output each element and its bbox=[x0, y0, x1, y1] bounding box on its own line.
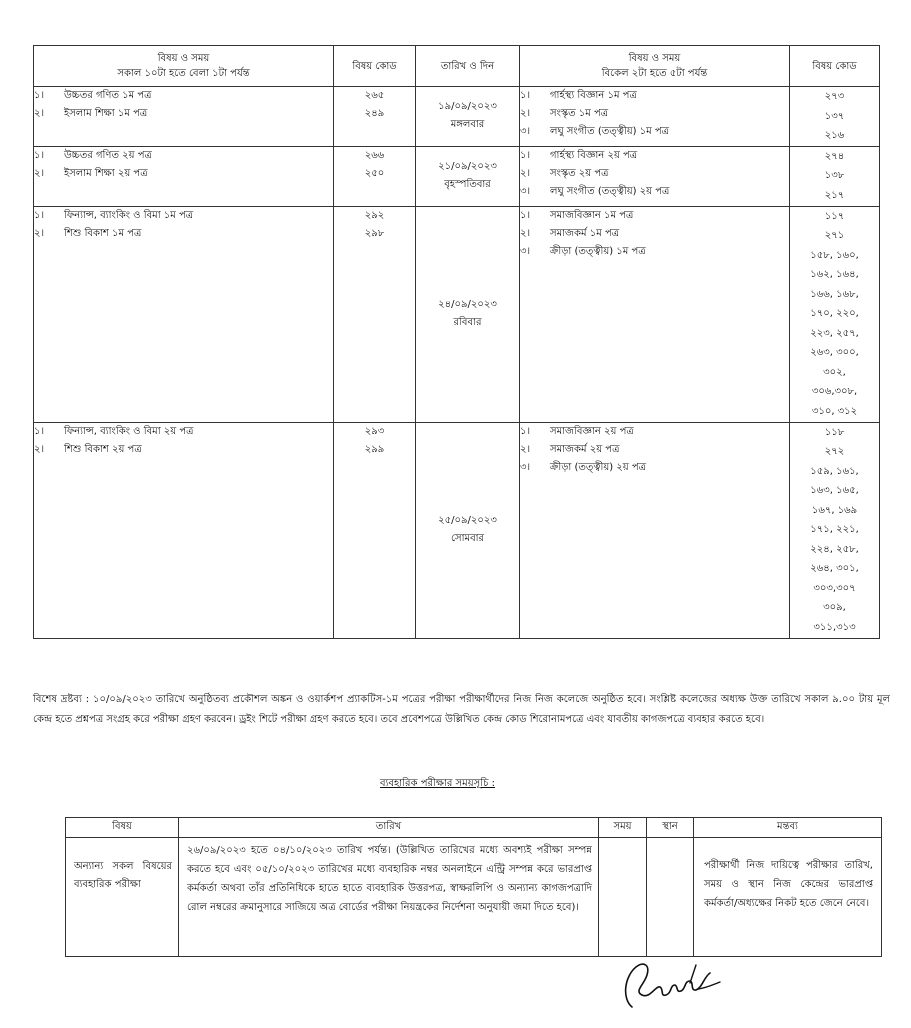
subject-name: ক্রীড়া (তত্ত্বীয়) ১ম পত্র bbox=[550, 245, 646, 257]
serial-number: ২। bbox=[520, 227, 531, 239]
subject-code: ১৩৭ bbox=[824, 110, 845, 122]
practical-remarks-header: মন্তব্য bbox=[694, 818, 882, 838]
subject-name: ফিন্যান্স, ব্যাংকিং ও বিমা ১ম পত্র bbox=[64, 209, 194, 221]
practical-exam-table bbox=[65, 817, 882, 957]
subject-code: ১৭১, ২২১, bbox=[810, 524, 859, 535]
list-item bbox=[520, 459, 789, 477]
serial-number: ২। bbox=[34, 443, 45, 455]
evening-subjects bbox=[520, 422, 790, 638]
subject-code: ২২৩, ২৫৭, bbox=[810, 327, 859, 339]
subject-code: ২১৭ bbox=[824, 189, 845, 201]
serial-number: ৩। bbox=[520, 461, 531, 473]
list-item bbox=[34, 87, 333, 105]
subject-name: সমাজবিজ্ঞান ১ম পত্র bbox=[550, 209, 634, 221]
serial-number: ৩। bbox=[520, 245, 531, 257]
practical-date-header: তারিখ bbox=[179, 818, 599, 838]
serial-number: ১। bbox=[520, 209, 531, 221]
date-cell bbox=[416, 206, 520, 422]
routine-header-row bbox=[34, 46, 880, 87]
serial-number: ১। bbox=[34, 209, 45, 221]
subject-code: ২৭২ bbox=[824, 446, 845, 457]
list-item bbox=[34, 225, 333, 243]
practical-time bbox=[599, 838, 647, 957]
practical-exam-title: ব্যবহারিক পরীক্ষার সময়সূচি : bbox=[380, 778, 496, 789]
serial-number: ১। bbox=[34, 90, 45, 101]
practical-place bbox=[647, 838, 694, 957]
morning-codes bbox=[334, 146, 416, 206]
subject-code: ১৬৩, ১৬৫, bbox=[810, 485, 859, 496]
subject-code: ২৭৩ bbox=[824, 91, 845, 102]
subject-name: লঘু সংগীত (তত্ত্বীয়) ২য় পত্র bbox=[550, 185, 670, 197]
subject-code: ২৯৩ bbox=[364, 425, 385, 437]
subject-name: উচ্চতর গণিত ২য় পত্র bbox=[64, 149, 152, 161]
date-cell bbox=[416, 87, 520, 147]
subject-code: ১১৭ bbox=[824, 210, 845, 222]
subject-code: ১৩৮ bbox=[824, 170, 845, 181]
serial-number: ২। bbox=[520, 167, 531, 179]
subject-code: ২৬৬ bbox=[364, 149, 385, 161]
practical-time-header: সময় bbox=[599, 818, 647, 838]
subject-name: ইসলাম শিক্ষা ১ম পত্র bbox=[64, 108, 148, 119]
subject-name: সংস্কৃত ১ম পত্র bbox=[550, 108, 609, 119]
subject-code: ১৫৯, ১৬১, bbox=[810, 465, 859, 477]
subject-code-header: বিষয় কোড bbox=[334, 46, 416, 87]
practical-subject-header: বিষয় bbox=[66, 818, 179, 838]
evening-header bbox=[520, 46, 790, 87]
exam-date: ২৪/০৯/২০২৩ bbox=[438, 299, 497, 310]
practical-subject: অন্যান্য সকল বিষয়ের ব্যবহারিক পরীক্ষা bbox=[66, 838, 179, 957]
exam-day: সোমবার bbox=[450, 533, 485, 544]
table-row bbox=[34, 422, 880, 638]
evening-subjects bbox=[520, 87, 790, 147]
serial-number: ২। bbox=[34, 167, 45, 179]
list-item bbox=[34, 105, 333, 123]
subject-code: ১৬২, ১৬৪, bbox=[810, 269, 859, 280]
list-item bbox=[520, 105, 789, 123]
practical-header-row bbox=[66, 818, 882, 838]
list-item bbox=[520, 87, 789, 105]
list-item bbox=[34, 441, 333, 459]
subject-code: ৩০৩,৩০৭ bbox=[813, 582, 856, 594]
subject-code: ১১৮ bbox=[824, 426, 845, 438]
exam-date: ১৯/০৯/২০২৩ bbox=[438, 101, 497, 113]
subject-code: ১৬৭, ১৬৯ bbox=[811, 504, 858, 516]
subject-name: লঘু সংগীত (তত্ত্বীয়) ১ম পত্র bbox=[550, 126, 670, 137]
morning-header-title: বিষয় ও সময় bbox=[157, 53, 210, 64]
list-item bbox=[34, 147, 333, 165]
subject-code: ২৬৩, ৩০০, bbox=[810, 347, 859, 358]
special-note: বিশেষ দ্রষ্টব্য : ১০/০৯/২০২৩ তারিখে অনুষ্ঠিতব্য প্রকৌশল অঙ্কন ও ওয়ার্কশপ প্র্যাকটিস-১ম পত্রের পরীক্ষা পরীক্ষার্থীদের নিজ নিজ কলেজে অনুষ্ঠিত হবে। সংশ্লিষ্ট কলেজের অধ্যক্ষ উক্ত তারিখে সকাল ৯.০০ টায় মূল কেন্দ্র হতে প্রশ্নপত্র সংগ্রহ করে পরীক্ষা গ্রহণ করবেন। ড্রইং শিটে পরীক্ষা গ্রহণ করতে হবে। তবে প্রবেশপত্রে উল্লিখিত কেন্দ্র কোড শিরোনামপত্রে এবং যাবতীয় কাগজপত্রে ব্যবহার করতে হবে। bbox=[33, 694, 890, 725]
list-item bbox=[34, 207, 333, 225]
subject-code: ৩০৯, bbox=[823, 602, 846, 613]
list-item bbox=[520, 123, 789, 141]
subject-code: ৩১১,৩১৩ bbox=[813, 621, 856, 633]
serial-number: ২। bbox=[34, 108, 45, 119]
list-item bbox=[520, 441, 789, 459]
morning-codes bbox=[334, 87, 416, 147]
exam-date: ২১/০৯/২০২৩ bbox=[438, 161, 497, 172]
subject-name: শিশু বিকাশ ২য় পত্র bbox=[64, 443, 142, 455]
morning-subjects bbox=[34, 87, 334, 147]
table-row bbox=[34, 146, 880, 206]
morning-header-time: সকাল ১০টা হতে বেলা ১টা পর্যন্ত bbox=[117, 68, 250, 79]
subject-code: ১৬৬, ১৬৮, bbox=[810, 288, 859, 300]
exam-day: রবিবার bbox=[453, 317, 482, 328]
subject-code: ২৯৯ bbox=[364, 443, 385, 455]
serial-number: ২। bbox=[34, 227, 45, 239]
subject-code-header-2: বিষয় কোড bbox=[790, 46, 880, 87]
list-item bbox=[520, 207, 789, 225]
serial-number: ৩। bbox=[520, 126, 531, 137]
subject-name: ইসলাম শিক্ষা ২য় পত্র bbox=[64, 167, 148, 179]
list-item bbox=[34, 423, 333, 441]
serial-number: ২। bbox=[520, 443, 531, 455]
evening-header-time: বিকেল ২টা হতে ৫টা পর্যন্ত bbox=[601, 68, 708, 79]
morning-subjects bbox=[34, 206, 334, 422]
subject-code: ১৫৮, ১৬০, bbox=[810, 249, 859, 261]
date-day-header: তারিখ ও দিন bbox=[416, 46, 520, 87]
evening-codes bbox=[790, 422, 880, 638]
exam-routine-table bbox=[33, 45, 880, 639]
evening-subjects bbox=[520, 146, 790, 206]
list-item bbox=[520, 423, 789, 441]
list-item bbox=[520, 147, 789, 165]
practical-place-header: স্থান bbox=[647, 818, 694, 838]
list-item bbox=[520, 243, 789, 261]
exam-day: মঙ্গলবার bbox=[450, 119, 485, 131]
subject-code: ২৯২ bbox=[364, 209, 385, 221]
subject-code: ৩০৬,৩০৮, bbox=[811, 386, 858, 397]
serial-number: ৩। bbox=[520, 185, 531, 197]
subject-code: ২২৪, ২৫৮, bbox=[810, 543, 859, 555]
morning-codes bbox=[334, 422, 416, 638]
evening-subjects bbox=[520, 206, 790, 422]
subject-code: ২৫০ bbox=[364, 167, 385, 179]
subject-name: গার্হস্থ্য বিজ্ঞান ২য় পত্র bbox=[550, 149, 638, 161]
morning-codes bbox=[334, 206, 416, 422]
date-cell bbox=[416, 422, 520, 638]
table-row bbox=[66, 838, 882, 957]
serial-number: ১। bbox=[520, 425, 531, 437]
evening-header-title: বিষয় ও সময় bbox=[628, 53, 681, 64]
table-row bbox=[34, 87, 880, 147]
subject-code: ২৬৫ bbox=[364, 90, 385, 101]
evening-codes bbox=[790, 206, 880, 422]
list-item bbox=[520, 225, 789, 243]
morning-header bbox=[34, 46, 334, 87]
exam-day: বৃহস্পতিবার bbox=[444, 179, 491, 190]
subject-code: ২৯৮ bbox=[364, 227, 385, 239]
serial-number: ১। bbox=[34, 425, 45, 437]
subject-name: গার্হস্থ্য বিজ্ঞান ১ম পত্র bbox=[550, 90, 637, 101]
serial-number: ১। bbox=[520, 90, 531, 101]
subject-code: ২৭১ bbox=[824, 230, 845, 241]
subject-code: ২৬৪, ৩০১, bbox=[810, 563, 859, 574]
evening-codes bbox=[790, 146, 880, 206]
practical-date-details: ২৬/০৯/২০২৩ হতে ০৪/১০/২০২৩ তারিখ পর্যন্ত। (উল্লিখিত তারিখের মধ্যে অবশ্যই পরীক্ষা সম্পন্ন করতে হবে এবং ০৫/১০/২০২৩ তারিখের মধ্যে ব্যবহারিক নম্বর অনলাইনে এন্ট্রি সম্পন্ন করে ভারপ্রাপ্ত কর্মকর্তা অথবা তাঁর প্রতিনিধিকে হাতে হাতে ব্যবহারিক উত্তরপত্র, স্বাক্ষরলিপি ও অন্যান্য কাগজপত্রাদি রোল নম্বরের ক্রমানুসারে সাজিয়ে অত্র বোর্ডের পরীক্ষা নিয়ন্ত্রকের নির্দেশনা অনুযায়ী জমা দিতে হবে)। bbox=[179, 838, 599, 957]
subject-name: ক্রীড়া (তত্ত্বীয়) ২য় পত্র bbox=[550, 461, 646, 473]
list-item bbox=[34, 165, 333, 183]
subject-name: উচ্চতর গণিত ১ম পত্র bbox=[64, 90, 152, 101]
subject-name: ফিন্যান্স, ব্যাংকিং ও বিমা ২য় পত্র bbox=[64, 425, 194, 437]
subject-name: সমাজকর্ম ২য় পত্র bbox=[550, 443, 620, 455]
subject-code: ২১৬ bbox=[824, 130, 845, 141]
evening-codes bbox=[790, 87, 880, 147]
subject-code: ৩০২, bbox=[823, 366, 846, 378]
exam-date: ২৫/০৯/২০২৩ bbox=[438, 515, 497, 526]
practical-remarks: পরীক্ষার্থী নিজ দায়িত্বে পরীক্ষার তারিখ, সময় ও স্থান নিজ কেন্দ্রের ভারপ্রাপ্ত কর্মকর্তা/অধ্যক্ষের নিকট হতে জেনে নেবে। bbox=[694, 838, 882, 957]
serial-number: ১। bbox=[34, 149, 45, 161]
list-item bbox=[520, 165, 789, 183]
serial-number: ১। bbox=[520, 149, 531, 161]
subject-code: ৩১০, ৩১২ bbox=[811, 405, 858, 417]
date-cell bbox=[416, 146, 520, 206]
list-item bbox=[520, 183, 789, 201]
subject-code: ২৪৯ bbox=[364, 108, 385, 119]
morning-subjects bbox=[34, 422, 334, 638]
subject-code: ১৭০, ২২০, bbox=[810, 308, 859, 319]
subject-name: সংস্কৃত ২য় পত্র bbox=[550, 167, 609, 179]
subject-code: ২৭৪ bbox=[824, 150, 845, 162]
subject-name: সমাজকর্ম ১ম পত্র bbox=[550, 227, 620, 239]
signature-icon bbox=[620, 955, 730, 1017]
subject-name: সমাজবিজ্ঞান ২য় পত্র bbox=[550, 425, 634, 437]
morning-subjects bbox=[34, 146, 334, 206]
table-row bbox=[34, 206, 880, 422]
serial-number: ২। bbox=[520, 108, 531, 119]
subject-name: শিশু বিকাশ ১ম পত্র bbox=[64, 227, 142, 239]
